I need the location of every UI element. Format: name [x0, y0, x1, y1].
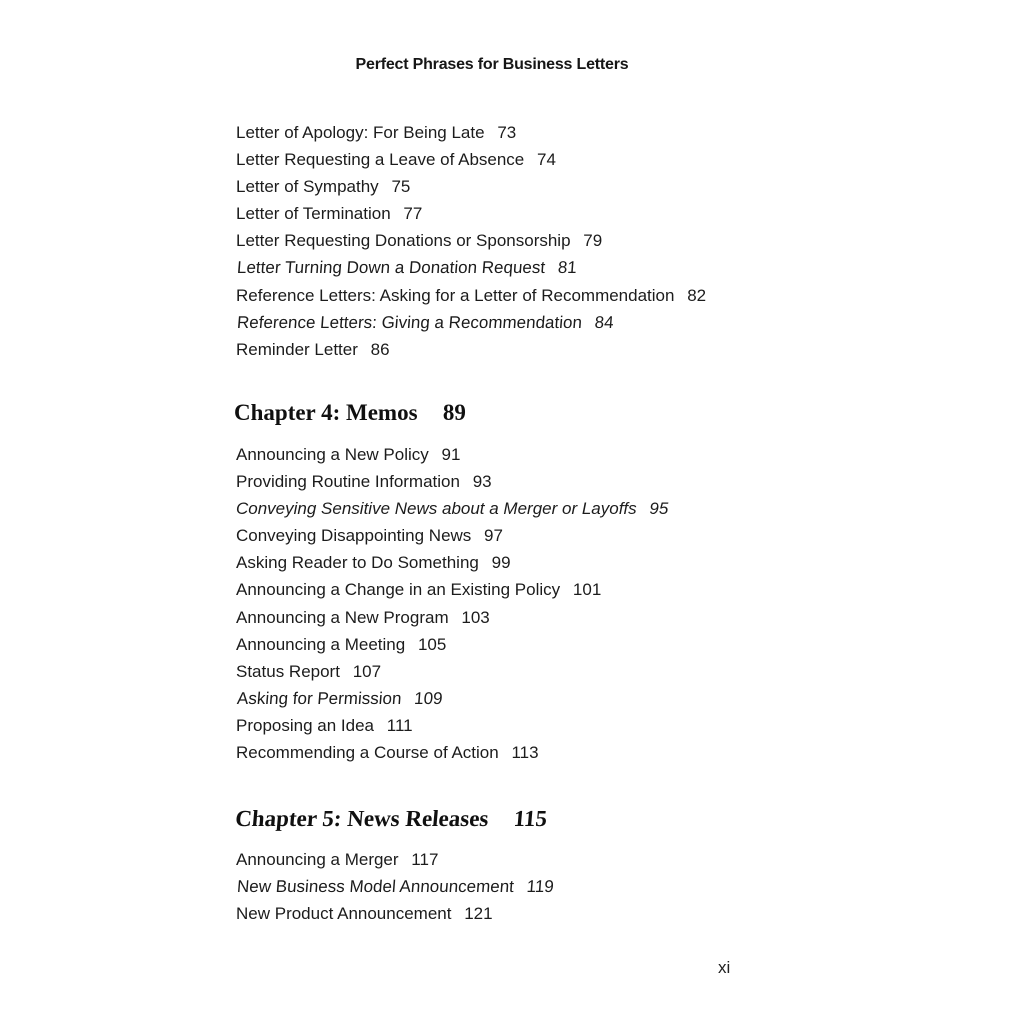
toc-entry	[236, 282, 856, 309]
toc-entry	[236, 173, 856, 200]
toc-entry-title: Reference Letters: Asking for a Letter of Recommendation	[236, 285, 675, 305]
toc-entry-page: 111	[386, 715, 413, 735]
toc-entry-title: Announcing a Meeting	[236, 634, 406, 654]
toc-entry	[236, 873, 858, 900]
toc-entry	[236, 604, 856, 631]
toc-entry-page: 73	[497, 123, 517, 142]
toc-entry-page: 74	[537, 150, 556, 170]
toc-entry-page: 75	[391, 177, 411, 197]
toc-entry-page: 99	[491, 553, 511, 573]
toc-entry	[236, 739, 856, 766]
toc-entry-title: Asking for Permission	[236, 688, 403, 708]
toc-entry-title: Asking Reader to Do Something	[236, 553, 479, 573]
toc-entry	[236, 631, 856, 658]
toc-entry	[236, 522, 856, 549]
toc-section-letters	[236, 119, 856, 363]
chapter-heading-title: Chapter 5: News Releases	[234, 806, 490, 831]
toc-entry-page: 91	[441, 445, 461, 464]
toc-entry-page: 82	[687, 285, 707, 305]
toc-entry-title: Reference Letters: Giving a Recommendation	[236, 312, 583, 332]
toc-entry	[236, 468, 856, 495]
toc-entry	[236, 712, 856, 739]
toc-entry-title: Reminder Letter	[236, 339, 358, 359]
toc-entry	[236, 495, 856, 522]
toc-entry-page: 109	[413, 688, 444, 708]
toc-entry-title: Letter of Apology: For Being Late	[236, 123, 485, 142]
folio: xi	[718, 958, 731, 977]
toc-entry-title: New Product Announcement	[236, 904, 452, 924]
toc-entry	[236, 576, 856, 603]
toc-entry	[236, 309, 858, 336]
toc-entry-title: Letter of Sympathy	[236, 177, 379, 197]
toc-entry	[236, 658, 856, 685]
toc-entry	[236, 441, 856, 468]
toc-entry	[236, 146, 856, 173]
toc-entry-title: Announcing a Change in an Existing Policy	[236, 580, 561, 600]
running-header: Perfect Phrases for Business Letters	[355, 56, 629, 73]
toc-entry-page: 77	[403, 204, 423, 224]
toc-entry	[236, 900, 856, 927]
toc-entry	[236, 685, 858, 712]
toc-entry-title: Status Report	[236, 661, 340, 681]
chapter-heading-page: 115	[512, 806, 549, 831]
toc-entry-title: Letter Requesting a Leave of Absence	[236, 150, 525, 170]
toc-entry-title: Letter of Termination	[236, 204, 391, 224]
toc-entry-page: 121	[464, 904, 493, 924]
toc-entry-page: 97	[484, 526, 503, 546]
toc-entry-page: 86	[370, 339, 390, 359]
toc-entry-title: Letter Turning Down a Donation Request	[236, 258, 546, 278]
chapter-heading-page: 89	[442, 400, 466, 425]
toc-entry-title: Announcing a New Program	[236, 607, 449, 627]
toc-entry-title: Recommending a Course of Action	[236, 743, 499, 763]
toc-entry-page: 95	[649, 499, 669, 519]
toc-entry-page: 93	[472, 472, 492, 492]
toc-entry-title: Conveying Disappointing News	[236, 526, 472, 546]
chapter-heading	[234, 398, 466, 428]
toc-entry-page: 119	[525, 877, 555, 897]
toc-entry-page: 103	[461, 607, 490, 627]
toc-entry-page: 113	[511, 743, 539, 763]
toc-entry-title: Letter Requesting Donations or Sponsorship	[236, 231, 571, 251]
toc-entry	[236, 227, 856, 254]
toc-entry-page: 105	[417, 634, 447, 654]
toc-entry-title: New Business Model Announcement	[236, 877, 515, 897]
toc-entry-page: 107	[352, 661, 382, 681]
toc-section-memos	[236, 441, 856, 766]
toc-entry-title: Announcing a New Policy	[236, 445, 429, 464]
toc-entry	[236, 119, 856, 146]
toc-entry	[236, 549, 856, 576]
toc-entry-page: 84	[593, 312, 615, 332]
toc-entry-title: Announcing a Merger	[236, 850, 399, 869]
toc-entry-page: 79	[583, 231, 603, 251]
toc-entry	[236, 336, 856, 363]
toc-entry-page: 117	[411, 850, 439, 869]
toc-entry-title: Providing Routine Information	[236, 472, 460, 492]
toc-entry-page: 101	[572, 580, 602, 600]
chapter-heading-title: Chapter 4: Memos	[234, 400, 418, 425]
toc-section-news-releases	[236, 846, 856, 927]
toc-entry	[236, 200, 856, 227]
toc-entry	[236, 254, 858, 281]
toc-entry-title: Proposing an Idea	[236, 715, 374, 735]
toc-entry	[236, 846, 856, 873]
chapter-heading	[234, 804, 548, 834]
toc-entry-page: 81	[557, 258, 578, 278]
toc-entry-title: Conveying Sensitive News about a Merger or Layoffs	[236, 499, 637, 519]
